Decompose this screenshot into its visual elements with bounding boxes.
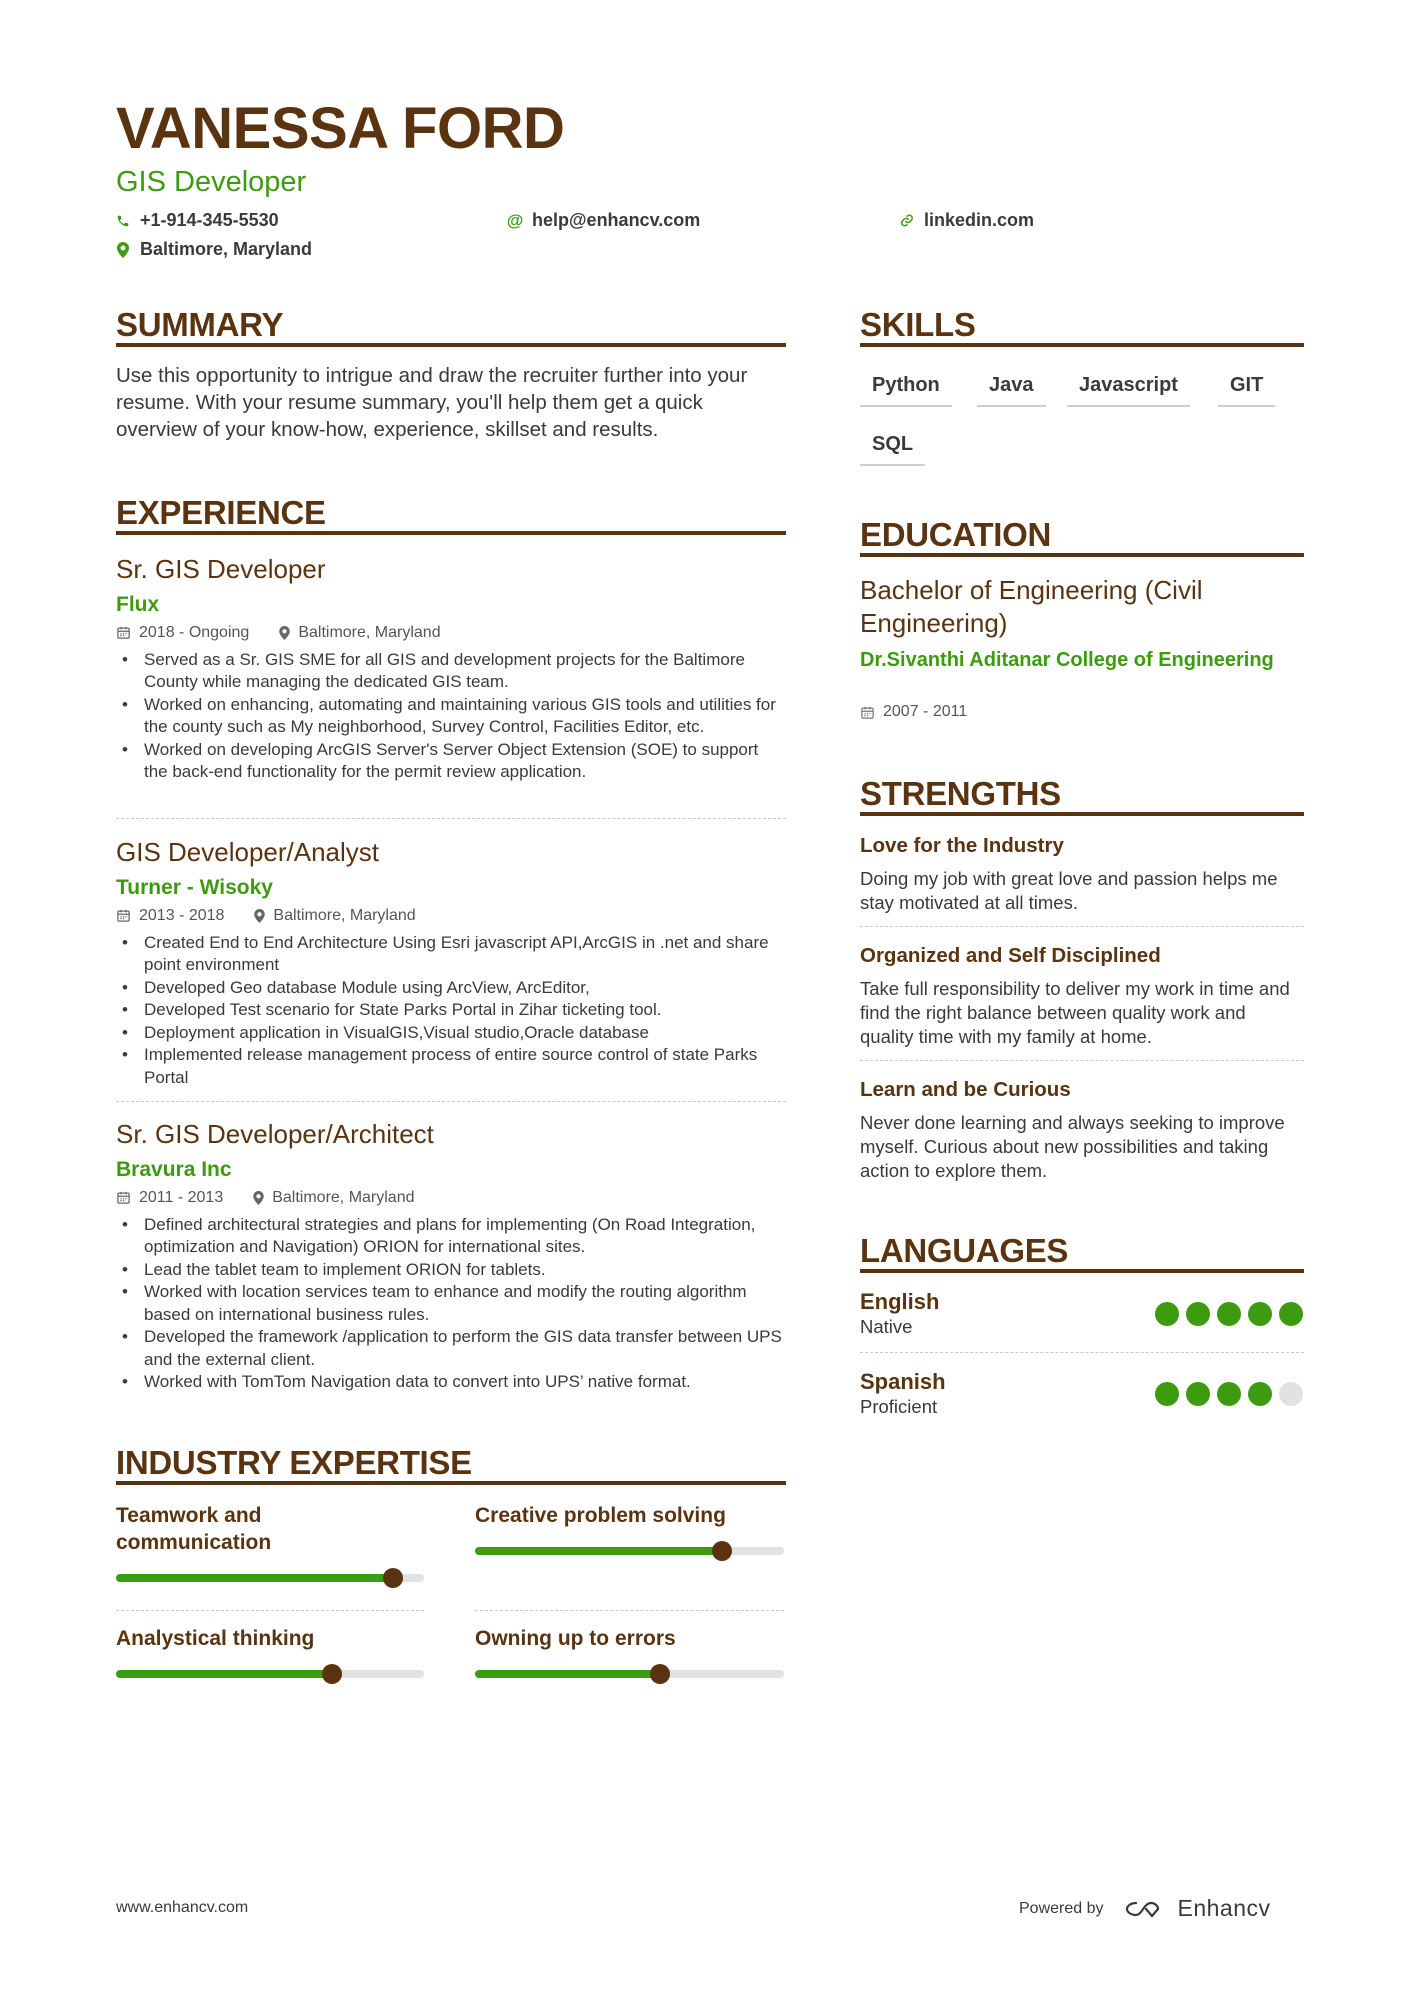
calendar-icon (116, 625, 131, 640)
strength-item (860, 1080, 1304, 1183)
language-level: Proficient (860, 1396, 938, 1417)
job-meta (116, 1190, 786, 1206)
rating-dot-filled (1186, 1382, 1210, 1406)
strengths-heading: STRENGTHS (860, 775, 1061, 812)
language-rating (1155, 1302, 1303, 1326)
divider (116, 1101, 786, 1102)
expertise-bar (116, 1574, 424, 1582)
location-pin-icon (253, 1191, 264, 1205)
job-position: GIS Developer/Analyst (116, 837, 380, 867)
expertise-label: Owning up to errors (475, 1627, 676, 1650)
strength-text: Doing my job with great love and passion helps me stay motivated at all times. (860, 867, 1278, 913)
expertise-bar (116, 1670, 424, 1678)
job-title: GIS Developer (116, 166, 307, 198)
job-company: Bravura Inc (116, 1157, 232, 1181)
bullet-item: • Lead the tablet team to implement ORION for tablets. (116, 1259, 786, 1282)
skill-tag: Java (977, 375, 1046, 407)
bullet-item: • Developed the framework /application to perform the GIS data transfer between UPS and the external client. (116, 1326, 786, 1371)
job-company: Turner - Wisoky (116, 875, 273, 899)
expertise-bar-fill (116, 1574, 393, 1582)
education-dates: 2007 - 2011 (860, 703, 967, 721)
location-text: Baltimore, Maryland (140, 239, 313, 259)
expertise-bar-knob (322, 1664, 342, 1684)
phone-text: +1-914-345-5530 (140, 210, 279, 230)
expertise-label: Teamwork and communication (116, 1504, 272, 1554)
rating-dot-filled (1186, 1302, 1210, 1326)
location-pin-icon (116, 242, 130, 258)
footer-website[interactable]: www.enhancv.com (116, 1899, 249, 1916)
footer-powered (1019, 1895, 1271, 1922)
rating-dot-filled (1155, 1302, 1179, 1326)
divider (860, 926, 1304, 927)
candidate-name: VANESSA FORD (116, 96, 565, 161)
expertise-label: Creative problem solving (475, 1504, 726, 1527)
bullet-item: • Developed Geo database Module using ArcView, ArcEditor, (116, 977, 786, 1000)
rating-dot-filled (1217, 1382, 1241, 1406)
expertise-label: Analystical thinking (116, 1627, 315, 1650)
job-bullets (116, 932, 786, 1090)
bullet-item: • Worked with TomTom Navigation data to convert into UPS’ native format. (116, 1371, 786, 1394)
bullet-item: • Implemented release management process of entire source control of state Parks Portal (116, 1044, 786, 1089)
bullet-item: • Served as a Sr. GIS SME for all GIS and development projects for the Baltimore County while managing the dedicated GIS team. (116, 649, 786, 694)
phone-icon (116, 213, 130, 229)
experience-heading: EXPERIENCE (116, 494, 326, 531)
email-text: help@enhancv.com (532, 210, 701, 230)
languages-rule (860, 1269, 1304, 1273)
industry-expertise-rule (116, 1481, 786, 1485)
rating-dot-empty (1279, 1382, 1303, 1406)
strength-item (860, 836, 1304, 915)
skill-tag: SQL (860, 434, 925, 466)
summary-rule (116, 343, 786, 347)
divider (860, 1060, 1304, 1061)
linkedin-text: linkedin.com (924, 210, 1035, 230)
skill-tag: Python (860, 375, 952, 407)
at-icon: @ (506, 210, 524, 230)
job-meta (116, 908, 786, 924)
job-position: Sr. GIS Developer (116, 554, 326, 584)
strength-title: Learn and be Curious (860, 1078, 1071, 1101)
enhancv-logo-icon (1122, 1897, 1168, 1921)
skills-rule (860, 343, 1304, 347)
strengths-rule (860, 812, 1304, 816)
contact-linkedin[interactable] (900, 210, 1034, 231)
summary-heading: SUMMARY (116, 306, 284, 343)
bullet-item: • Worked on developing ArcGIS Server's Server Object Extension (SOE) to support the back-end functionality for the permit review application. (116, 739, 786, 784)
link-icon (900, 213, 914, 229)
strength-title: Organized and Self Disciplined (860, 944, 1161, 967)
skill-tag: Javascript (1067, 375, 1190, 407)
bullet-item: • Deployment application in VisualGIS,Visual studio,Oracle database (116, 1022, 786, 1045)
divider (475, 1610, 784, 1611)
rating-dot-filled (1248, 1382, 1272, 1406)
bullet-item: • Defined architectural strategies and plans for implementing (On Road Integration, optimization and Navigation) ORION for international sites. (116, 1214, 786, 1259)
contact-email[interactable] (508, 210, 700, 231)
job-position: Sr. GIS Developer/Architect (116, 1119, 434, 1149)
job-location: Baltimore, Maryland (279, 625, 440, 641)
location-pin-icon (279, 626, 290, 640)
skill-tag: GIT (1218, 375, 1275, 407)
job-entry (116, 1120, 786, 1394)
bullet-item: • Worked on enhancing, automating and maintaining various GIS tools and utilities for the county such as My neighborhood, Survey Control, Facilities Editor, etc. (116, 694, 786, 739)
divider (860, 1352, 1304, 1353)
summary-text: Use this opportunity to intrigue and draw the recruiter further into your resume. With your resume summary, you'll help them get a quick overview of your know-how, experience, skillset and results. (116, 364, 748, 441)
calendar-icon (116, 1190, 131, 1205)
expertise-bar-knob (383, 1568, 403, 1588)
job-meta (116, 625, 786, 641)
rating-dot-filled (1279, 1302, 1303, 1326)
contact-phone[interactable] (116, 210, 279, 231)
rating-dot-filled (1155, 1382, 1179, 1406)
location-pin-icon (254, 909, 265, 923)
education-heading: EDUCATION (860, 516, 1052, 553)
calendar-icon (860, 705, 875, 720)
enhancv-logo: Enhancv (1122, 1895, 1271, 1922)
strength-title: Love for the Industry (860, 834, 1064, 857)
languages-heading: LANGUAGES (860, 1232, 1069, 1269)
job-company: Flux (116, 592, 160, 616)
expertise-bar-fill (475, 1670, 660, 1678)
job-entry (116, 838, 786, 1089)
strength-item (860, 946, 1304, 1049)
bullet-item: • Worked with location services team to enhance and modify the routing algorithm based on international business rules. (116, 1281, 786, 1326)
language-name: Spanish (860, 1369, 946, 1394)
job-dates: 2011 - 2013 (116, 1190, 223, 1206)
job-bullets (116, 1214, 786, 1394)
education-school: Dr.Sivanthi Aditanar College of Engineering (860, 649, 1274, 671)
expertise-bar-knob (650, 1664, 670, 1684)
rating-dot-filled (1217, 1302, 1241, 1326)
job-entry (116, 555, 786, 784)
contact-location (116, 239, 312, 260)
divider (116, 1610, 424, 1611)
job-location: Baltimore, Maryland (253, 1190, 414, 1206)
language-rating (1155, 1382, 1303, 1406)
calendar-icon (116, 908, 131, 923)
language-level: Native (860, 1316, 913, 1337)
expertise-bar-fill (475, 1547, 722, 1555)
expertise-bar (475, 1547, 784, 1555)
industry-expertise-heading: INDUSTRY EXPERTISE (116, 1444, 472, 1481)
rating-dot-filled (1248, 1302, 1272, 1326)
bullet-item: • Developed Test scenario for State Parks Portal in Zihar ticketing tool. (116, 999, 786, 1022)
expertise-bar-fill (116, 1670, 332, 1678)
skills-heading: SKILLS (860, 306, 976, 343)
divider (116, 818, 786, 819)
experience-rule (116, 531, 786, 535)
strength-text: Never done learning and always seeking to improve myself. Curious about new possibilities and taking action to explore them. (860, 1111, 1285, 1181)
job-location: Baltimore, Maryland (254, 908, 415, 924)
expertise-bar-knob (712, 1541, 732, 1561)
expertise-bar (475, 1670, 784, 1678)
job-dates: 2013 - 2018 (116, 908, 224, 924)
job-bullets (116, 649, 786, 784)
language-name: English (860, 1289, 940, 1314)
job-dates: 2018 - Ongoing (116, 625, 249, 641)
bullet-item: • Created End to End Architecture Using Esri javascript API,ArcGIS in .net and share point environment (116, 932, 786, 977)
education-rule (860, 553, 1304, 557)
education-degree: Bachelor of Engineering (Civil Engineering) (860, 575, 1203, 638)
strength-text: Take full responsibility to deliver my work in time and find the right balance between quality work and quality time with my family at home. (860, 977, 1290, 1047)
powered-by-text: Powered by (1019, 1899, 1104, 1917)
